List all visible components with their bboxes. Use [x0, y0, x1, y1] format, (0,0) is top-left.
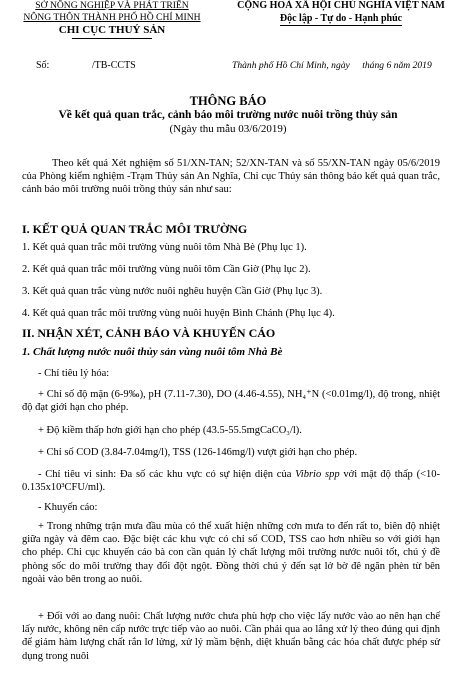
ministry-name-line2: NÔNG THÔN THÀNH PHỐ HỒ CHÍ MINH	[23, 12, 201, 23]
bio-species: Vibrio spp	[295, 469, 340, 480]
section-1-item-3: 3. Kết quả quan trắc vùng nước nuôi nghêu huyện Cần Giờ (Phụ lục 3).	[22, 286, 323, 297]
bio-suffix: với mật độ thấp (<10-0.135x10³CFU/ml).	[22, 469, 440, 494]
advice-2: + Đối với ao đang nuôi: Chất lượng nước chưa phù hợp cho việc lấy nước vào ao nên hạn chế lấy nước, không nên cấp nước trực tiếp vào ao nuôi. Cần phải qua ao lắng xử lý theo đúng qui định để giảm hàm lượng chất rắn lơ lửng, xử lý mầm bệnh, diệt khuẩn bằng các hóa chất được phép sử dụng trong nuôi	[22, 611, 440, 662]
document-number	[36, 60, 136, 71]
agency-underline	[72, 38, 152, 39]
ministry-name: SỞ NÔNG NGHIỆP VÀ PHÁT TRIỂN	[35, 0, 189, 11]
issue-date	[232, 60, 432, 71]
chem-label: - Chỉ tiêu lý hóa:	[38, 368, 110, 379]
date-month: tháng 6 năm 2019	[362, 60, 432, 71]
document-title: THÔNG BÁO	[189, 94, 267, 108]
bio-paragraph	[22, 468, 440, 494]
date-place: Thành phố Hồ Chí Minh, ngày	[232, 60, 350, 71]
section-1-item-2: 2. Kết quả quan trắc môi trường vùng nuôi tôm Cần Giờ (Phụ lục 2).	[22, 264, 311, 275]
chem-item-2: + Độ kiềm thấp hơn giới hạn cho phép (43.5-55.5mgCaCO₃/l).	[38, 425, 302, 436]
advice-1: + Trong những trận mưa đầu mùa có thể xuất hiện những cơn mưa to đến rất to, biên độ nhiệt giữa ngày và đêm cao. Đặc biệt các khu vực có chỉ số COD, TSS cao hơn nhiều so với giới hạn cho phép. Chi cục khuyến cáo bà con cần quản lý chất lượng môi trường nước nuôi tốt, chú ý đề phòng sốc do môi trường thay đổi đột ngột. Đồng thời chú ý đến sạt lở bờ đê ngăn phèn từ bên ngoài vào bên trong ao nuôi.	[22, 521, 440, 585]
advice-label: - Khuyến cáo:	[38, 502, 98, 513]
section-2-sub-1: 1. Chất lượng nước nuôi thủy sản vùng nuôi tôm Nhà Bè	[22, 346, 283, 358]
issuing-authority-block	[12, 0, 212, 39]
section-1-heading: I. KẾT QUẢ QUAN TRẮC MÔI TRƯỜNG	[22, 222, 248, 236]
doc-no-label: Số:	[36, 60, 50, 71]
section-1-item-1: 1. Kết quả quan trắc môi trường vùng nuôi tôm Nhà Bè (Phụ lục 1).	[22, 242, 307, 253]
sample-date: (Ngày thu mẫu 03/6/2019)	[169, 123, 287, 135]
document-subtitle: Về kết quả quan trắc, cảnh báo môi trường nước nuôi trồng thủy sản	[58, 109, 398, 121]
national-header-block	[236, 0, 446, 26]
chem-item-3: + Chỉ số COD (3.84-7.04mg/l), TSS (126-146mg/l) vượt giới hạn cho phép.	[38, 447, 358, 458]
intro-paragraph	[22, 157, 440, 197]
section-1-item-4: 4. Kết quả quan trắc môi trường vùng nuôi huyện Bình Chánh (Phụ lục 4).	[22, 308, 335, 319]
chem-item-1: + Chỉ số độ mặn (6-9‰), pH (7.11-7.30), DO (4.46-4.55), NH₄⁺N (<0.01mg/l), độ trong, nhiệt độ đạt giới hạn cho phép.	[22, 389, 440, 414]
doc-no-suffix: /TB-CCTS	[91, 60, 136, 71]
country-name: CỘNG HOÀ XÃ HỘI CHỦ NGHĨA VIỆT NAM	[237, 0, 445, 11]
national-motto: Độc lập - Tự do - Hạnh phúc	[280, 13, 402, 27]
section-2-heading: II. NHẬN XÉT, CẢNH BÁO VÀ KHUYẾN CÁO	[22, 326, 276, 340]
intro-text: Theo kết quả Xét nghiệm số 51/XN-TAN; 52/XN-TAN và số 55/XN-TAN ngày 05/6/2019 của Phòng kiểm nghiệm -Trạm Thủy sản An Nghĩa, Chi cục Thủy sản thông báo kết quả quan trắc, cảnh báo môi trường nuôi trồng thủy sản như sau:	[22, 158, 440, 196]
bio-prefix: - Chỉ tiêu vi sinh: Đa số các khu vực có sự hiện diện của	[38, 469, 292, 480]
agency-name: CHI CỤC THUỶ SẢN	[58, 24, 166, 36]
